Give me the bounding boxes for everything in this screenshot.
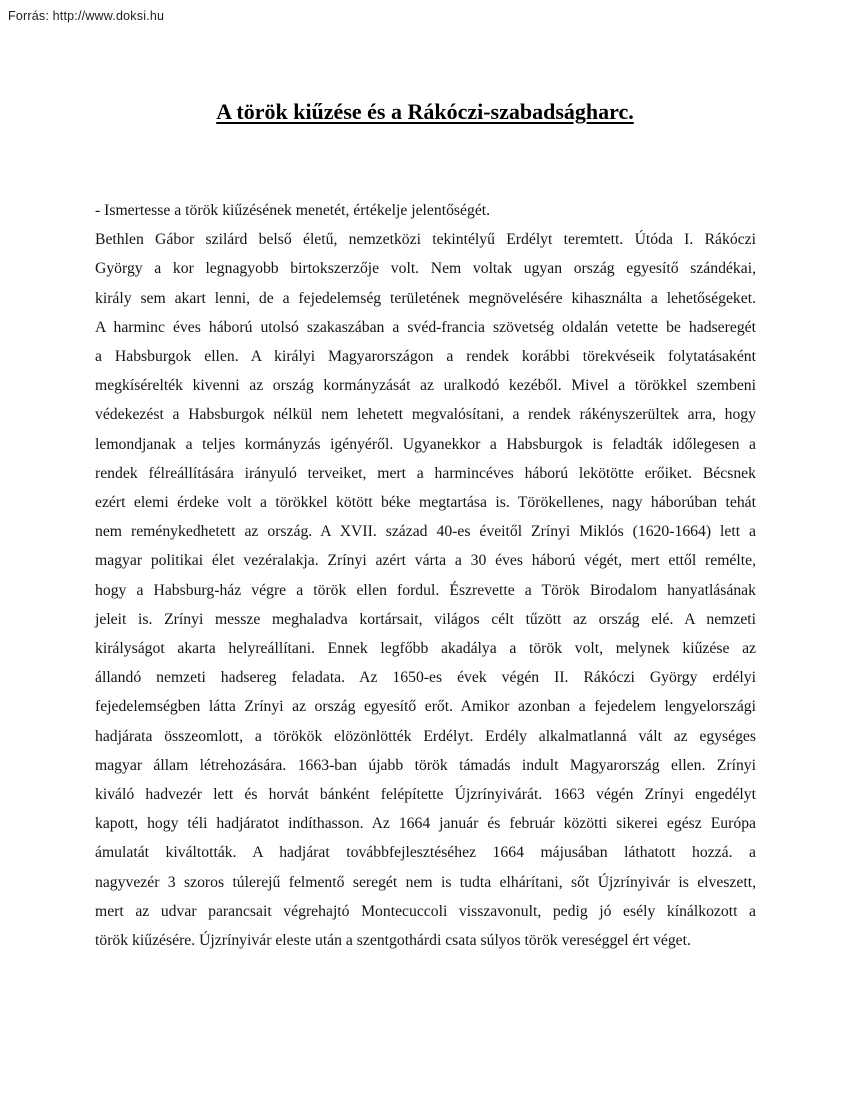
text-line: török kiűzésére. Újzrínyivár eleste után a szentgothárdi csata súlyos török vereséggel ért véget. [95,932,691,950]
text-line: király sem akart lenni, de a fejedelemség területének megnövelésére kihasználta a lehetőségeket. [95,289,756,307]
text-line: A harminc éves háború utolsó szakaszában a svéd-francia szövetség oldalán vetette be hadseregét [95,318,756,336]
text-line: királyságot akarta helyreállítani. Ennek legfőbb akadálya a török volt, melynek kiűzése az [95,640,756,658]
text-line: kiváló hadvezér lett és horvát bánként felépítette Újzrínyivárát. 1663 végén Zrínyi engedélyt [95,786,756,804]
text-line: hadjárata összeomlott, a törökök elözönlötték Erdélyt. Erdély alkalmatlanná vált az egységes [95,727,756,745]
page-title: A török kiűzése és a Rákóczi-szabadságharc. [216,99,634,124]
text-line: kapott, hogy téli hadjáratot indíthasson. Az 1664 január és február közötti sikerei egész Európa [95,815,756,833]
text-line: fejedelemségben látta Zrínyi az ország egyesítő erőt. Amikor azonban a fejedelem lengyelországi [95,698,756,716]
text-line: - Ismertesse a török kiűzésének menetét, értékelje jelentőségét. [95,202,491,219]
text-line: jeleit is. Zrínyi messze meghaladva kortársait, világos célt tűzött az ország elé. A nemzeti [95,610,756,628]
text-line: rendek félreállítására irányuló terveiket, mert a harmincéves háború lekötötte erőiket. Bécsnek [95,464,756,482]
text-line: a Habsburgok ellen. A királyi Magyarországon a rendek korábbi törekvéseik folytatásaként [95,348,756,366]
text-line: nem reménykedhetett az ország. A XVII. század 40-es éveitől Zrínyi Miklós (1620-1664) lett a [95,523,756,541]
text-line: Bethlen Gábor szilárd belső életű, nemzetközi tekintélyű Erdélyt teremtett. Útóda I. Rákóczi [95,231,756,249]
body-text [95,196,756,955]
text-line: György a kor legnagyobb birtokszerzője volt. Nem voltak ugyan ország egyesítő szándékai, [95,260,756,278]
text-line: ezért elemi érdeke volt a törökkel kötött béke megtartása is. Törökellenes, nagy háborúban tehát [95,494,756,512]
text-line: hogy a Habsburg-ház végre a török ellen fordul. Észrevette a Török Birodalom hanyatlásának [95,581,756,599]
source-note: Forrás: http://www.doksi.hu [8,9,165,23]
text-line: mert az udvar parancsait végrehajtó Montecuccoli visszavonult, pedig jó esély kínálkozott a [95,902,756,920]
text-line: ámulatát kiváltották. A hadjárat továbbfejlesztéséhez 1664 májusában láthatott hozzá. a [95,844,756,862]
text-line: megkísérelték kivenni az ország kormányzását az uralkodó kezéből. Mivel a törökkel szembeni [95,377,756,395]
text-line: magyar állam létrehozására. 1663-ban újabb török támadás indult Magyarország ellen. Zrínyi [95,756,756,774]
text-line: magyar politikai élet vezéralakja. Zrínyi azért várta a 30 éves háború végét, mert ettől remélte, [95,552,756,570]
text-line: nagyvezér 3 szoros túlerejű felmentő seregét nem is tudta elhárítani, sőt Újzrínyivár is elveszett, [95,873,756,891]
text-line: állandó nemzeti hadsereg feladata. Az 1650-es évek végén II. Rákóczi György erdélyi [95,669,756,687]
text-line: lemondjanak a teljes kormányzás igényéről. Ugyanekkor a Habsburgok is feladták időlegesen a [95,435,756,453]
text-line: védekezést a Habsburgok nélkül nem lehetett megvalósítani, a rendek rákényszerültek arra, hogy [95,406,756,424]
